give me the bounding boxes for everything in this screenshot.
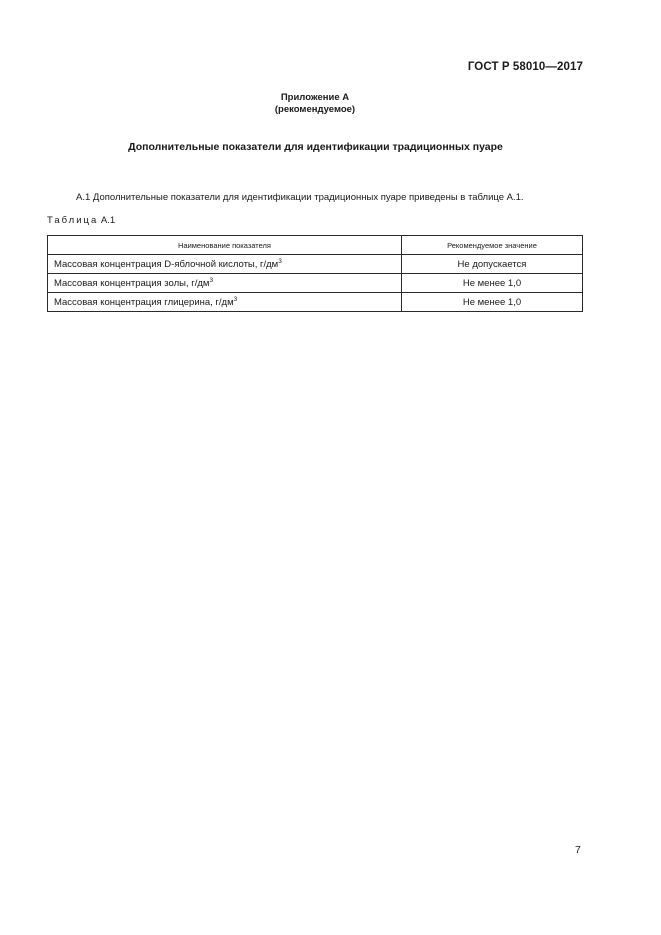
row-name-cell (48, 293, 402, 312)
intro-paragraph: А.1 Дополнительные показатели для идентификации традиционных пуаре приведены в таблице А.1. (76, 192, 524, 203)
table-header-row (48, 236, 583, 255)
standard-code: ГОСТ Р 58010—2017 (467, 61, 583, 73)
column-header-name: Наименование показателя (48, 236, 402, 255)
row-name-text: Массовая концентрация золы, г/дм (54, 277, 210, 289)
appendix-title: Приложение А (280, 92, 350, 103)
appendix-subtitle: (рекомендуемое) (274, 104, 356, 115)
unit-superscript: 3 (233, 295, 238, 303)
row-value-cell: Не допускается (402, 255, 583, 274)
column-header-value: Рекомендуемое значение (402, 236, 583, 255)
unit-superscript: 3 (278, 257, 282, 265)
row-name-text: Массовая концентрация D-яблочной кислоты, г/дм (54, 258, 279, 270)
page-number: 7 (575, 844, 581, 856)
section-heading: Дополнительные показатели для идентификации традиционных пуаре (128, 141, 503, 153)
table-caption-number: А.1 (100, 215, 116, 226)
row-name-cell (48, 274, 402, 293)
table-caption-word: Таблица (47, 215, 99, 226)
table-row (48, 293, 583, 312)
row-name-text: Массовая концентрация глицерина, г/дм (54, 296, 234, 308)
indicators-table (47, 235, 583, 312)
table-row (48, 255, 583, 274)
row-value-cell: Не менее 1,0 (402, 274, 583, 293)
table-row (48, 274, 583, 293)
table-caption (47, 215, 115, 226)
row-value-cell: Не менее 1,0 (402, 293, 583, 312)
unit-superscript: 3 (209, 276, 214, 284)
row-name-cell (48, 255, 402, 274)
